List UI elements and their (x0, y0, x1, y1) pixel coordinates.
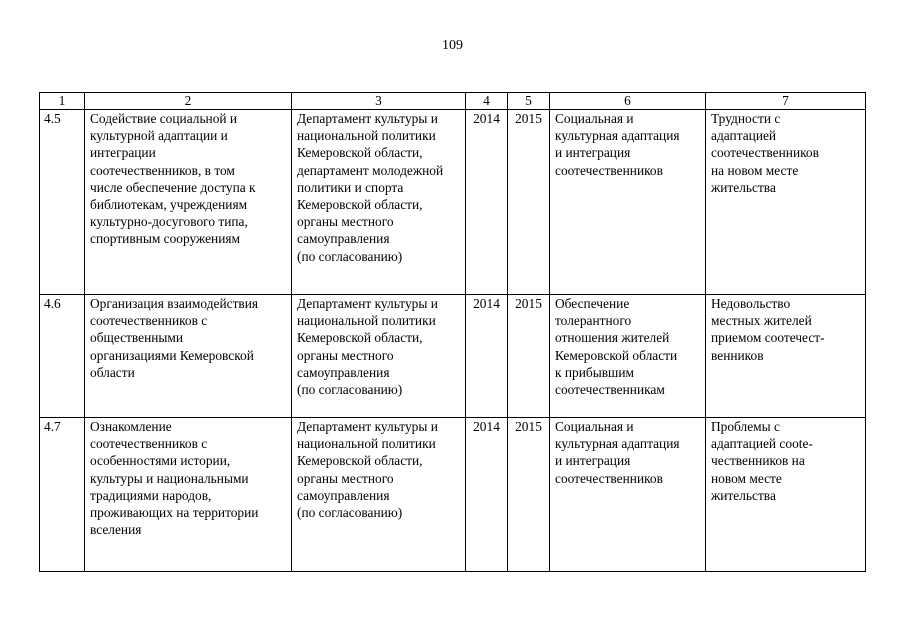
problem-cell: Трудности с адаптацией соотечественников на новом месте жительства (706, 110, 866, 295)
start-year-cell: 2014 (466, 295, 508, 418)
end-year-cell: 2015 (508, 110, 550, 295)
item-number: 4.6 (40, 295, 85, 418)
executor-cell: Департамент культуры и национальной политики Кемеровской области, департамент молодежной политики и спорта Кемеровской области, органы местного самоуправления (по согласованию) (292, 110, 466, 295)
executor-cell: Департамент культуры и национальной политики Кемеровской области, органы местного самоуправления (по согласованию) (292, 295, 466, 418)
table-row (40, 418, 866, 572)
end-year-cell: 2015 (508, 295, 550, 418)
measure-cell: Содействие социальной и культурной адаптации и интеграции соотечественников, в том числе обеспечение доступа к библиотекам, учреждениям культурно-досугового типа, спортивным сооружениям (85, 110, 292, 295)
problem-cell: Проблемы с адаптацией соote- чественников на новом месте жительства (706, 418, 866, 572)
problem-cell: Недовольство местных жителей приемом соотечест- венников (706, 295, 866, 418)
measure-cell: Ознакомление соотечественников с особенностями истории, культуры и национальными традициями народов, проживающих на территории вселения (85, 418, 292, 572)
item-number: 4.5 (40, 110, 85, 295)
result-cell: Социальная и культурная адаптация и интеграция соотечественников (550, 418, 706, 572)
item-number: 4.7 (40, 418, 85, 572)
column-number: 5 (508, 93, 550, 110)
start-year-cell: 2014 (466, 418, 508, 572)
column-number: 1 (40, 93, 85, 110)
table-row (40, 295, 866, 418)
column-number: 6 (550, 93, 706, 110)
column-number: 3 (292, 93, 466, 110)
measure-cell: Организация взаимодействия соотечественников с общественными организациями Кемеровской области (85, 295, 292, 418)
result-cell: Обеспечение толерантного отношения жителей Кемеровской области к прибывшим соотечественникам (550, 295, 706, 418)
start-year-cell: 2014 (466, 110, 508, 295)
measures-table (39, 92, 866, 572)
executor-cell: Департамент культуры и национальной политики Кемеровской области, органы местного самоуправления (по согласованию) (292, 418, 466, 572)
column-number: 4 (466, 93, 508, 110)
end-year-cell: 2015 (508, 418, 550, 572)
column-number: 2 (85, 93, 292, 110)
result-cell: Социальная и культурная адаптация и интеграция соотечественников (550, 110, 706, 295)
column-number-row (40, 93, 866, 110)
page-number: 109 (442, 38, 463, 53)
column-number: 7 (706, 93, 866, 110)
table-row (40, 110, 866, 295)
